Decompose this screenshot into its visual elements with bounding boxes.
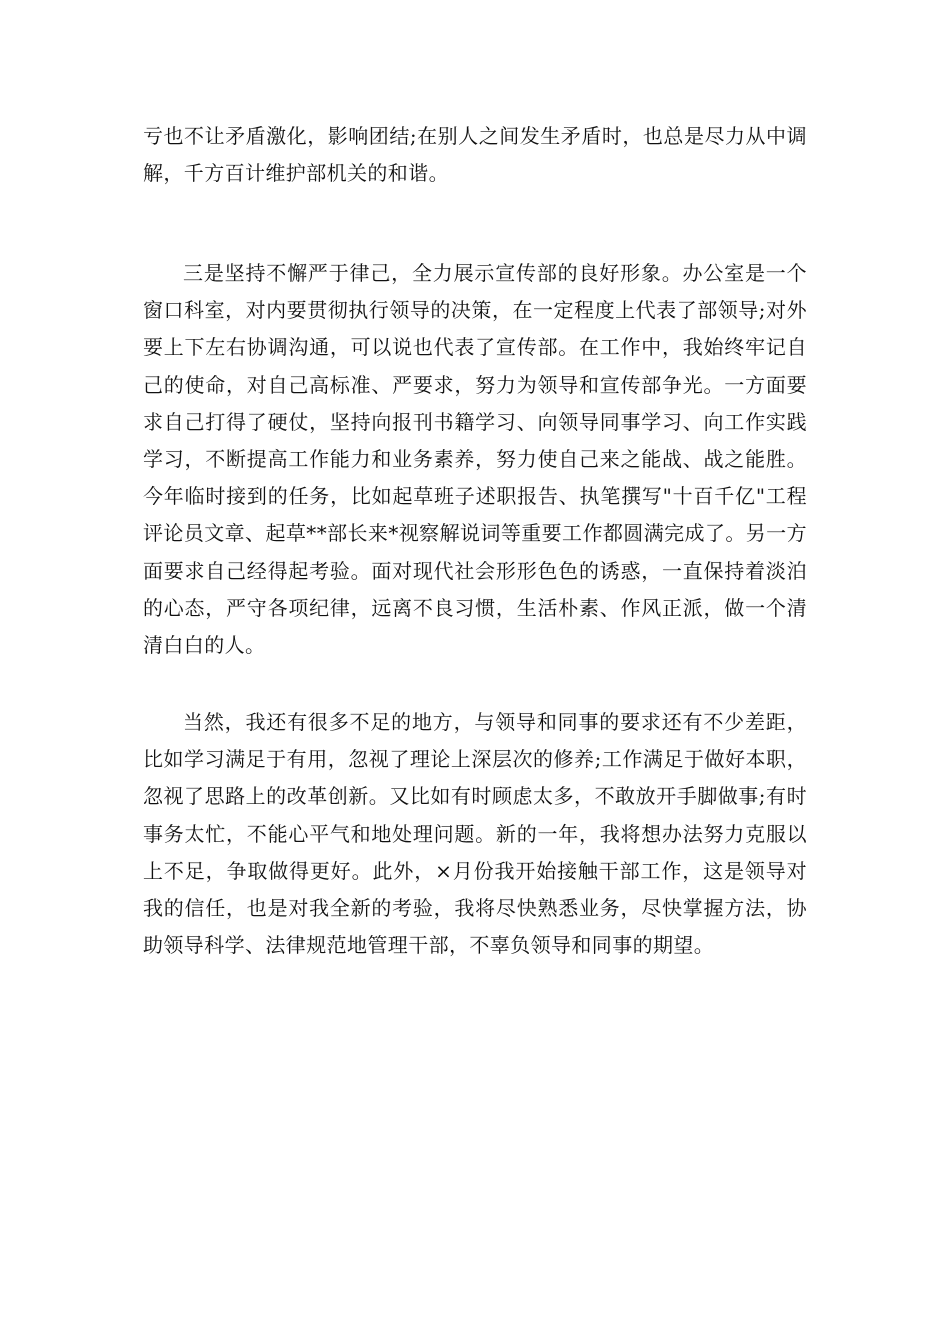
paragraph-shortcomings: 当然，我还有很多不足的地方，与领导和同事的要求还有不少差距，比如学习满足于有用，忽视了理论上深层次的修养;工作满足于做好本职，忽视了思路上的改革创新。又比如有时顾虑太多，不敢放开手脚做事;有时事务太忙，不能心平气和地处理问题。新的一年，我将想办法努力克服以上不足，争取做得更好。此外，×月份我开始接触干部工作，这是领导对我的信任，也是对我全新的考验，我将尽快熟悉业务，尽快掌握方法，协助领导科学、法律规范地管理干部，不辜负领导和同事的期望。 (143, 710, 807, 958)
paragraph-continuation: 亏也不让矛盾激化，影响团结;在别人之间发生矛盾时，也总是尽力从中调解，千方百计维护部机关的和谐。 (143, 124, 807, 186)
paragraph-self-discipline: 三是坚持不懈严于律己，全力展示宣传部的良好形象。办公室是一个窗口科室，对内要贯彻执行领导的决策，在一定程度上代表了部领导;对外要上下左右协调沟通，可以说也代表了宣传部。在工作中，我始终牢记自己的使命，对自己高标准、严要求，努力为领导和宣传部争光。一方面要求自己打得了硬仗，坚持向报刊书籍学习、向领导同事学习、向工作实践学习，不断提高工作能力和业务素养，努力使自己来之能战、战之能胜。今年临时接到的任务，比如起草班子述职报告、执笔撰写"十百千亿"工程评论员文章、起草**部长来*视察解说词等重要工作都圆满完成了。另一方面要求自己经得起考验。面对现代社会形形色色的诱惑，一直保持着淡泊的心态，严守各项纪律，远离不良习惯，生活朴素、作风正派，做一个清清白白的人。 (143, 261, 807, 658)
